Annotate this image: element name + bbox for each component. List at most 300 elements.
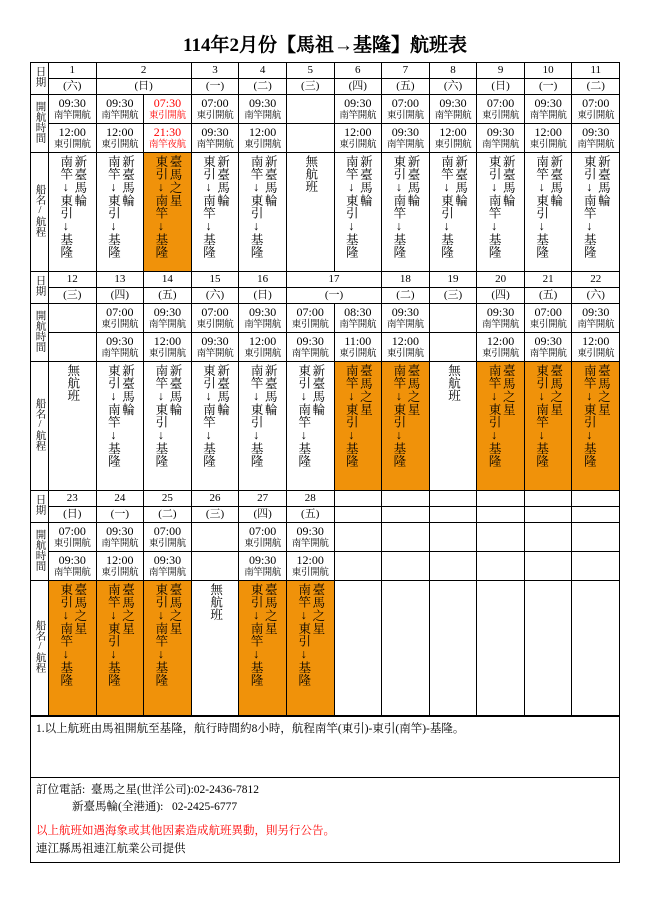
departure-clock-time: 09:30 bbox=[296, 333, 324, 348]
ship-name: 新臺馬輪 bbox=[596, 154, 611, 207]
departure-clock-time: 11:00 bbox=[344, 333, 372, 348]
empty-cell bbox=[524, 580, 572, 715]
weekday-cell: (日) bbox=[48, 506, 96, 522]
departure-clock-time: 09:30 bbox=[486, 124, 515, 139]
ship-route-cell[interactable] bbox=[524, 361, 572, 490]
ship-name: 新臺馬輪 bbox=[310, 363, 325, 416]
departure-port-label: 東引開航 bbox=[101, 139, 139, 150]
day-number-cell[interactable]: 17 bbox=[286, 271, 381, 287]
ship-name: 臺馬之星 bbox=[72, 582, 87, 635]
departure-time-cell[interactable] bbox=[239, 123, 287, 152]
day-number-cell[interactable]: 24 bbox=[96, 490, 144, 506]
ship-route-cell[interactable] bbox=[48, 580, 96, 715]
weekday-cell: (日) bbox=[239, 287, 287, 303]
departure-time-row bbox=[30, 522, 619, 551]
empty-cell bbox=[334, 580, 382, 715]
departure-port-label: 東引開航 bbox=[577, 110, 615, 121]
provider-text: 連江縣馬祖連江航業公司提供 bbox=[36, 842, 186, 855]
departure-port-label: 東引開航 bbox=[101, 319, 139, 330]
weekday-cell: (一) bbox=[191, 78, 239, 94]
day-number-cell[interactable]: 2 bbox=[96, 62, 191, 78]
departure-port-label: 東引開航 bbox=[482, 110, 519, 121]
ship-name: 新臺馬輪 bbox=[453, 154, 468, 207]
departure-clock-time: 09:30 bbox=[106, 333, 134, 348]
weekday-cell: (四) bbox=[96, 287, 144, 303]
weekday-cell: (日) bbox=[96, 78, 191, 94]
day-number-cell[interactable]: 8 bbox=[429, 62, 477, 78]
ship-route-cell[interactable] bbox=[239, 361, 287, 490]
day-number-cell[interactable]: 6 bbox=[334, 62, 382, 78]
departure-clock-time: 08:30 bbox=[344, 304, 372, 319]
ship-route-cell[interactable] bbox=[144, 152, 192, 271]
departure-time-cell[interactable] bbox=[48, 522, 96, 551]
empty-cell bbox=[382, 551, 430, 580]
departure-port-label: 東引開航 bbox=[386, 348, 424, 359]
departure-time-cell[interactable] bbox=[191, 94, 239, 123]
ship-route-cell[interactable] bbox=[477, 152, 525, 271]
day-number-cell[interactable]: 15 bbox=[191, 271, 239, 287]
ship-name: 臺馬之星 bbox=[168, 154, 183, 207]
departure-time-cell[interactable] bbox=[239, 332, 287, 361]
departure-time-cell[interactable] bbox=[96, 551, 144, 580]
route-path: 南竿↓東引↓基隆 bbox=[249, 363, 264, 467]
date-number-row bbox=[30, 490, 619, 506]
ship-route-cell[interactable] bbox=[382, 152, 430, 271]
departure-clock-time: 09:30 bbox=[439, 95, 467, 110]
departure-time-cell[interactable] bbox=[477, 332, 525, 361]
day-number-cell[interactable]: 21 bbox=[524, 271, 572, 287]
departure-clock-time: 07:00 bbox=[582, 95, 610, 110]
weekday-cell: (二) bbox=[572, 78, 620, 94]
empty-cell bbox=[572, 522, 620, 551]
route-path: 南竿↓東引↓基隆 bbox=[249, 154, 264, 258]
empty-cell bbox=[334, 490, 382, 506]
departure-time-cell[interactable] bbox=[334, 94, 382, 123]
departure-clock-time: 07:30 bbox=[153, 95, 182, 110]
weekday-cell: (一) bbox=[286, 287, 381, 303]
departure-port-label: 南竿開航 bbox=[291, 348, 329, 359]
departure-time-cell[interactable] bbox=[144, 303, 192, 332]
page-title: 114年2月份【馬祖→基隆】航班表 bbox=[183, 35, 467, 56]
day-number-cell[interactable]: 25 bbox=[144, 490, 192, 506]
day-number-cell[interactable]: 4 bbox=[239, 62, 287, 78]
empty-cell bbox=[572, 506, 620, 522]
route-path: 南竿↓東引↓基隆 bbox=[487, 363, 502, 467]
weekday-row bbox=[30, 506, 619, 522]
departure-port-label: 南竿開航 bbox=[101, 110, 139, 121]
no-flight-label: 無航班 bbox=[446, 363, 461, 402]
departure-clock-time: 09:30 bbox=[153, 304, 182, 319]
day-number-cell[interactable]: 12 bbox=[48, 271, 96, 287]
row-label-ship-route: 船名/航程 bbox=[30, 580, 48, 715]
departure-port-label: 東引開航 bbox=[529, 139, 567, 150]
empty-cell bbox=[382, 506, 430, 522]
departure-clock-time: 09:30 bbox=[106, 523, 134, 538]
booking-phone-line-2: 新臺馬輪(全港通): 02-2425-6777 bbox=[72, 801, 238, 814]
route-path: 南竿↓東引↓基隆 bbox=[153, 363, 168, 467]
departure-time-row bbox=[30, 94, 619, 123]
day-number-cell[interactable]: 1 bbox=[48, 62, 96, 78]
ship-name: 臺馬之星 bbox=[358, 363, 373, 416]
ship-name: 新臺馬輪 bbox=[358, 154, 373, 207]
empty-cell bbox=[286, 94, 334, 123]
date-number-row bbox=[30, 62, 619, 78]
departure-time-cell[interactable] bbox=[382, 123, 430, 152]
route-path: 南竿↓東引↓基隆 bbox=[344, 363, 359, 467]
note-1-text: 1.以上航班由馬祖開航至基隆，航行時間約8小時，航程南竿(東引)-東引(南竿)-基隆。 bbox=[36, 722, 465, 735]
weekday-cell: (三) bbox=[191, 506, 239, 522]
departure-port-label: 東引開航 bbox=[434, 139, 472, 150]
departure-clock-time: 12:00 bbox=[106, 552, 134, 567]
empty-cell bbox=[382, 490, 430, 506]
day-number-cell[interactable]: 3 bbox=[191, 62, 239, 78]
departure-port-label: 南竿開航 bbox=[482, 319, 519, 330]
departure-time-cell[interactable] bbox=[524, 123, 572, 152]
departure-port-label: 南竿開航 bbox=[434, 110, 472, 121]
departure-time-cell[interactable] bbox=[239, 303, 287, 332]
departure-clock-time: 09:30 bbox=[201, 333, 229, 348]
departure-port-label: 東引開航 bbox=[53, 538, 91, 549]
ship-name: 新臺馬輪 bbox=[215, 154, 230, 207]
day-number-cell[interactable]: 13 bbox=[96, 271, 144, 287]
departure-clock-time: 09:30 bbox=[58, 95, 86, 110]
departure-clock-time: 09:30 bbox=[248, 95, 277, 110]
departure-time-cell[interactable] bbox=[239, 522, 287, 551]
ship-name: 新臺馬輪 bbox=[168, 363, 183, 416]
departure-time-cell[interactable] bbox=[286, 551, 334, 580]
departure-port-label: 東引開航 bbox=[149, 538, 186, 549]
departure-time-cell[interactable] bbox=[286, 522, 334, 551]
departure-clock-time: 07:00 bbox=[391, 95, 420, 110]
weekday-cell: (四) bbox=[477, 287, 525, 303]
weekday-cell: (六) bbox=[429, 78, 477, 94]
day-number-cell[interactable]: 7 bbox=[382, 62, 430, 78]
weekday-cell: (五) bbox=[144, 287, 192, 303]
day-number-cell[interactable]: 28 bbox=[286, 490, 334, 506]
weekday-cell: (一) bbox=[96, 506, 144, 522]
ship-route-cell[interactable] bbox=[429, 152, 477, 271]
departure-time-cell[interactable] bbox=[429, 94, 477, 123]
departure-time-cell[interactable] bbox=[477, 123, 525, 152]
day-number-cell[interactable]: 11 bbox=[572, 62, 620, 78]
empty-cell bbox=[572, 490, 620, 506]
ship-name: 新臺馬輪 bbox=[120, 154, 135, 207]
departure-time-cell[interactable] bbox=[48, 123, 96, 152]
row-label-date: 日期 bbox=[30, 271, 48, 303]
departure-time-cell[interactable] bbox=[382, 303, 430, 332]
no-flight-cell bbox=[48, 361, 96, 490]
empty-cell bbox=[477, 506, 525, 522]
ship-name: 臺馬之星 bbox=[120, 582, 135, 635]
day-number-cell[interactable]: 20 bbox=[477, 271, 525, 287]
departure-clock-time: 12:00 bbox=[534, 124, 562, 139]
ship-route-cell[interactable] bbox=[334, 152, 382, 271]
departure-time-row bbox=[30, 551, 619, 580]
departure-time-row bbox=[30, 303, 619, 332]
weekday-cell: (三) bbox=[48, 287, 96, 303]
departure-time-cell[interactable] bbox=[239, 551, 287, 580]
ship-route-cell[interactable] bbox=[96, 152, 144, 271]
route-path: 南竿↓東引↓基隆 bbox=[344, 154, 359, 258]
departure-time-cell[interactable] bbox=[286, 303, 334, 332]
route-path: 東引↓南竿↓基隆 bbox=[153, 154, 168, 258]
empty-cell bbox=[429, 580, 477, 715]
departure-time-cell[interactable] bbox=[334, 123, 382, 152]
empty-cell bbox=[429, 522, 477, 551]
ship-name: 新臺馬輪 bbox=[72, 154, 87, 207]
departure-clock-time: 09:30 bbox=[534, 95, 562, 110]
empty-cell bbox=[334, 522, 382, 551]
empty-cell bbox=[429, 551, 477, 580]
departure-clock-time: 12:00 bbox=[58, 124, 86, 139]
empty-cell bbox=[477, 551, 525, 580]
ship-route-cell[interactable] bbox=[572, 361, 620, 490]
departure-port-label: 東引開航 bbox=[196, 110, 234, 121]
note-row-1 bbox=[31, 716, 620, 777]
departure-time-cell[interactable] bbox=[96, 332, 144, 361]
departure-time-cell[interactable] bbox=[524, 94, 572, 123]
ship-route-cell[interactable] bbox=[286, 361, 334, 490]
ship-route-cell[interactable] bbox=[239, 580, 287, 715]
ship-route-cell[interactable] bbox=[96, 580, 144, 715]
empty-cell bbox=[429, 303, 477, 332]
route-path: 東引↓南竿↓基隆 bbox=[58, 582, 73, 686]
departure-time-cell[interactable] bbox=[524, 303, 572, 332]
route-path: 南竿↓東引↓基隆 bbox=[391, 363, 406, 467]
departure-clock-time: 12:00 bbox=[153, 333, 182, 348]
ship-route-cell[interactable] bbox=[239, 152, 287, 271]
ship-name: 新臺馬輪 bbox=[215, 363, 230, 416]
departure-clock-time: 07:00 bbox=[248, 523, 277, 538]
departure-time-cell[interactable] bbox=[239, 94, 287, 123]
route-path: 南竿↓東引↓基隆 bbox=[534, 154, 549, 258]
day-number-cell[interactable]: 27 bbox=[239, 490, 287, 506]
day-number-cell[interactable]: 10 bbox=[524, 62, 572, 78]
departure-time-cell[interactable] bbox=[572, 332, 620, 361]
departure-time-cell[interactable] bbox=[144, 94, 192, 123]
route-path: 南竿↓東引↓基隆 bbox=[439, 154, 454, 258]
departure-port-label: 南竿開航 bbox=[101, 348, 139, 359]
departure-time-cell[interactable] bbox=[572, 123, 620, 152]
ship-route-cell[interactable] bbox=[572, 152, 620, 271]
departure-time-cell[interactable] bbox=[144, 522, 192, 551]
day-number-cell[interactable]: 5 bbox=[286, 62, 334, 78]
day-number-cell[interactable]: 19 bbox=[429, 271, 477, 287]
departure-clock-time: 09:30 bbox=[344, 95, 372, 110]
departure-clock-time: 12:00 bbox=[248, 333, 277, 348]
ship-route-cell[interactable] bbox=[477, 361, 525, 490]
departure-time-cell[interactable] bbox=[48, 94, 96, 123]
weekday-cell: (四) bbox=[334, 78, 382, 94]
route-path: 東引↓南竿↓基隆 bbox=[153, 582, 168, 686]
no-flight-label: 無航班 bbox=[303, 154, 318, 193]
departure-time-cell[interactable] bbox=[572, 303, 620, 332]
route-path: 東引↓南竿↓基隆 bbox=[487, 154, 502, 258]
ship-route-row bbox=[30, 361, 619, 490]
empty-cell bbox=[429, 332, 477, 361]
day-number-cell[interactable]: 22 bbox=[572, 271, 620, 287]
ship-name: 臺馬之星 bbox=[406, 363, 421, 416]
weekday-cell: (五) bbox=[382, 78, 430, 94]
departure-port-label: 南竿開航 bbox=[529, 348, 567, 359]
departure-time-cell[interactable] bbox=[191, 332, 239, 361]
departure-port-label: 東引開航 bbox=[577, 348, 615, 359]
departure-port-label: 南竿開航 bbox=[339, 319, 377, 330]
departure-port-label: 東引開航 bbox=[244, 348, 282, 359]
departure-clock-time: 07:00 bbox=[534, 304, 562, 319]
departure-time-row bbox=[30, 332, 619, 361]
empty-cell bbox=[334, 506, 382, 522]
departure-time-cell[interactable] bbox=[96, 303, 144, 332]
departure-port-label: 南竿開航 bbox=[577, 139, 615, 150]
empty-cell bbox=[524, 551, 572, 580]
departure-time-cell[interactable] bbox=[191, 123, 239, 152]
departure-clock-time: 07:00 bbox=[486, 95, 515, 110]
empty-cell bbox=[572, 580, 620, 715]
departure-time-cell[interactable] bbox=[286, 332, 334, 361]
ship-name: 臺馬之星 bbox=[501, 363, 516, 416]
departure-time-cell[interactable] bbox=[48, 551, 96, 580]
departure-port-label: 東引開航 bbox=[101, 567, 139, 578]
departure-time-cell[interactable] bbox=[96, 94, 144, 123]
departure-time-cell[interactable] bbox=[334, 332, 382, 361]
departure-time-cell[interactable] bbox=[382, 94, 430, 123]
ship-name: 新臺馬輪 bbox=[263, 363, 278, 416]
departure-time-cell[interactable] bbox=[191, 303, 239, 332]
ship-route-cell[interactable] bbox=[96, 361, 144, 490]
notes-table bbox=[30, 716, 620, 863]
departure-time-cell[interactable] bbox=[144, 123, 192, 152]
ship-name: 臺馬之星 bbox=[548, 363, 563, 416]
ship-name: 臺馬之星 bbox=[263, 582, 278, 635]
ship-route-row bbox=[30, 580, 619, 715]
weekday-cell: (六) bbox=[572, 287, 620, 303]
departure-clock-time: 09:30 bbox=[582, 304, 610, 319]
ship-route-cell[interactable] bbox=[144, 361, 192, 490]
departure-port-label: 南竿開航 bbox=[101, 538, 139, 549]
departure-port-label: 東引開航 bbox=[482, 348, 519, 359]
departure-time-cell[interactable] bbox=[477, 94, 525, 123]
route-path: 東引↓南竿↓基隆 bbox=[106, 363, 121, 467]
no-flight-cell bbox=[191, 580, 239, 715]
empty-cell bbox=[334, 551, 382, 580]
departure-clock-time: 09:30 bbox=[201, 124, 229, 139]
departure-time-cell[interactable] bbox=[96, 123, 144, 152]
ship-name: 新臺馬輪 bbox=[501, 154, 516, 207]
departure-time-row bbox=[30, 123, 619, 152]
departure-clock-time: 12:00 bbox=[296, 552, 324, 567]
departure-port-label: 南竿開航 bbox=[386, 319, 424, 330]
ship-name: 臺馬之星 bbox=[168, 582, 183, 635]
departure-port-label: 東引開航 bbox=[244, 538, 282, 549]
row-label-departure-time: 開航時間 bbox=[30, 303, 48, 361]
departure-port-label: 東引開航 bbox=[149, 110, 186, 121]
departure-clock-time: 12:00 bbox=[439, 124, 467, 139]
weekday-cell: (六) bbox=[191, 287, 239, 303]
empty-cell bbox=[429, 490, 477, 506]
departure-clock-time: 12:00 bbox=[248, 124, 277, 139]
departure-clock-time: 12:00 bbox=[391, 333, 420, 348]
day-number-cell[interactable]: 16 bbox=[239, 271, 287, 287]
departure-port-label: 南竿開航 bbox=[196, 139, 234, 150]
departure-port-label: 南竿開航 bbox=[386, 139, 424, 150]
departure-port-label: 南竿夜航 bbox=[149, 139, 186, 150]
departure-clock-time: 09:30 bbox=[153, 552, 182, 567]
row-label-departure-time: 開航時間 bbox=[30, 522, 48, 580]
empty-cell bbox=[524, 506, 572, 522]
day-number-cell[interactable]: 14 bbox=[144, 271, 192, 287]
ship-route-cell[interactable] bbox=[191, 361, 239, 490]
departure-port-label: 南竿開航 bbox=[291, 538, 329, 549]
ship-route-cell[interactable] bbox=[48, 152, 96, 271]
ship-name: 新臺馬輪 bbox=[548, 154, 563, 207]
departure-port-label: 南竿開航 bbox=[244, 110, 282, 121]
route-path: 東引↓南竿↓基隆 bbox=[296, 363, 311, 467]
day-number-cell[interactable]: 26 bbox=[191, 490, 239, 506]
booking-phone-line-1: 訂位電話: 臺馬之星(世洋公司):02-2436-7812 bbox=[36, 783, 259, 796]
departure-port-label: 南竿開航 bbox=[196, 348, 234, 359]
departure-time-cell[interactable] bbox=[96, 522, 144, 551]
empty-cell bbox=[191, 522, 239, 551]
ship-route-cell[interactable] bbox=[334, 361, 382, 490]
departure-time-cell[interactable] bbox=[477, 303, 525, 332]
weekday-cell: (六) bbox=[48, 78, 96, 94]
departure-clock-time: 09:30 bbox=[248, 304, 277, 319]
departure-port-label: 東引開航 bbox=[291, 567, 329, 578]
weekday-cell: (一) bbox=[524, 78, 572, 94]
day-number-cell[interactable]: 9 bbox=[477, 62, 525, 78]
departure-time-cell[interactable] bbox=[572, 94, 620, 123]
departure-time-cell[interactable] bbox=[429, 123, 477, 152]
day-number-cell[interactable]: 23 bbox=[48, 490, 96, 506]
route-path: 東引↓南竿↓基隆 bbox=[582, 154, 597, 258]
day-number-cell[interactable]: 18 bbox=[382, 271, 430, 287]
departure-time-cell[interactable] bbox=[524, 332, 572, 361]
empty-cell bbox=[382, 522, 430, 551]
no-flight-cell bbox=[286, 152, 334, 271]
departure-clock-time: 12:00 bbox=[106, 124, 134, 139]
ship-route-cell[interactable] bbox=[524, 152, 572, 271]
departure-time-cell[interactable] bbox=[144, 551, 192, 580]
no-flight-label: 無航班 bbox=[65, 363, 80, 402]
departure-time-cell[interactable] bbox=[144, 332, 192, 361]
empty-cell bbox=[286, 123, 334, 152]
weekday-cell: (四) bbox=[239, 506, 287, 522]
departure-clock-time: 07:00 bbox=[58, 523, 86, 538]
ship-name: 臺馬之星 bbox=[310, 582, 325, 635]
empty-cell bbox=[477, 490, 525, 506]
departure-port-label: 東引開航 bbox=[244, 139, 282, 150]
departure-time-cell[interactable] bbox=[382, 332, 430, 361]
ship-route-cell[interactable] bbox=[144, 580, 192, 715]
departure-clock-time: 09:30 bbox=[58, 552, 86, 567]
departure-port-label: 南竿開航 bbox=[244, 567, 282, 578]
departure-clock-time: 09:30 bbox=[391, 124, 420, 139]
departure-time-cell[interactable] bbox=[334, 303, 382, 332]
ship-route-cell[interactable] bbox=[191, 152, 239, 271]
row-label-ship-route: 船名/航程 bbox=[30, 152, 48, 271]
ship-route-cell[interactable] bbox=[382, 361, 430, 490]
route-path: 南竿↓東引↓基隆 bbox=[582, 363, 597, 467]
departure-port-label: 東引開航 bbox=[196, 319, 234, 330]
departure-port-label: 東引開航 bbox=[339, 139, 377, 150]
departure-port-label: 東引開航 bbox=[339, 348, 377, 359]
departure-clock-time: 09:30 bbox=[582, 124, 610, 139]
weekday-cell: (二) bbox=[239, 78, 287, 94]
ship-route-cell[interactable] bbox=[286, 580, 334, 715]
departure-port-label: 南竿開航 bbox=[244, 319, 282, 330]
no-flight-cell bbox=[429, 361, 477, 490]
